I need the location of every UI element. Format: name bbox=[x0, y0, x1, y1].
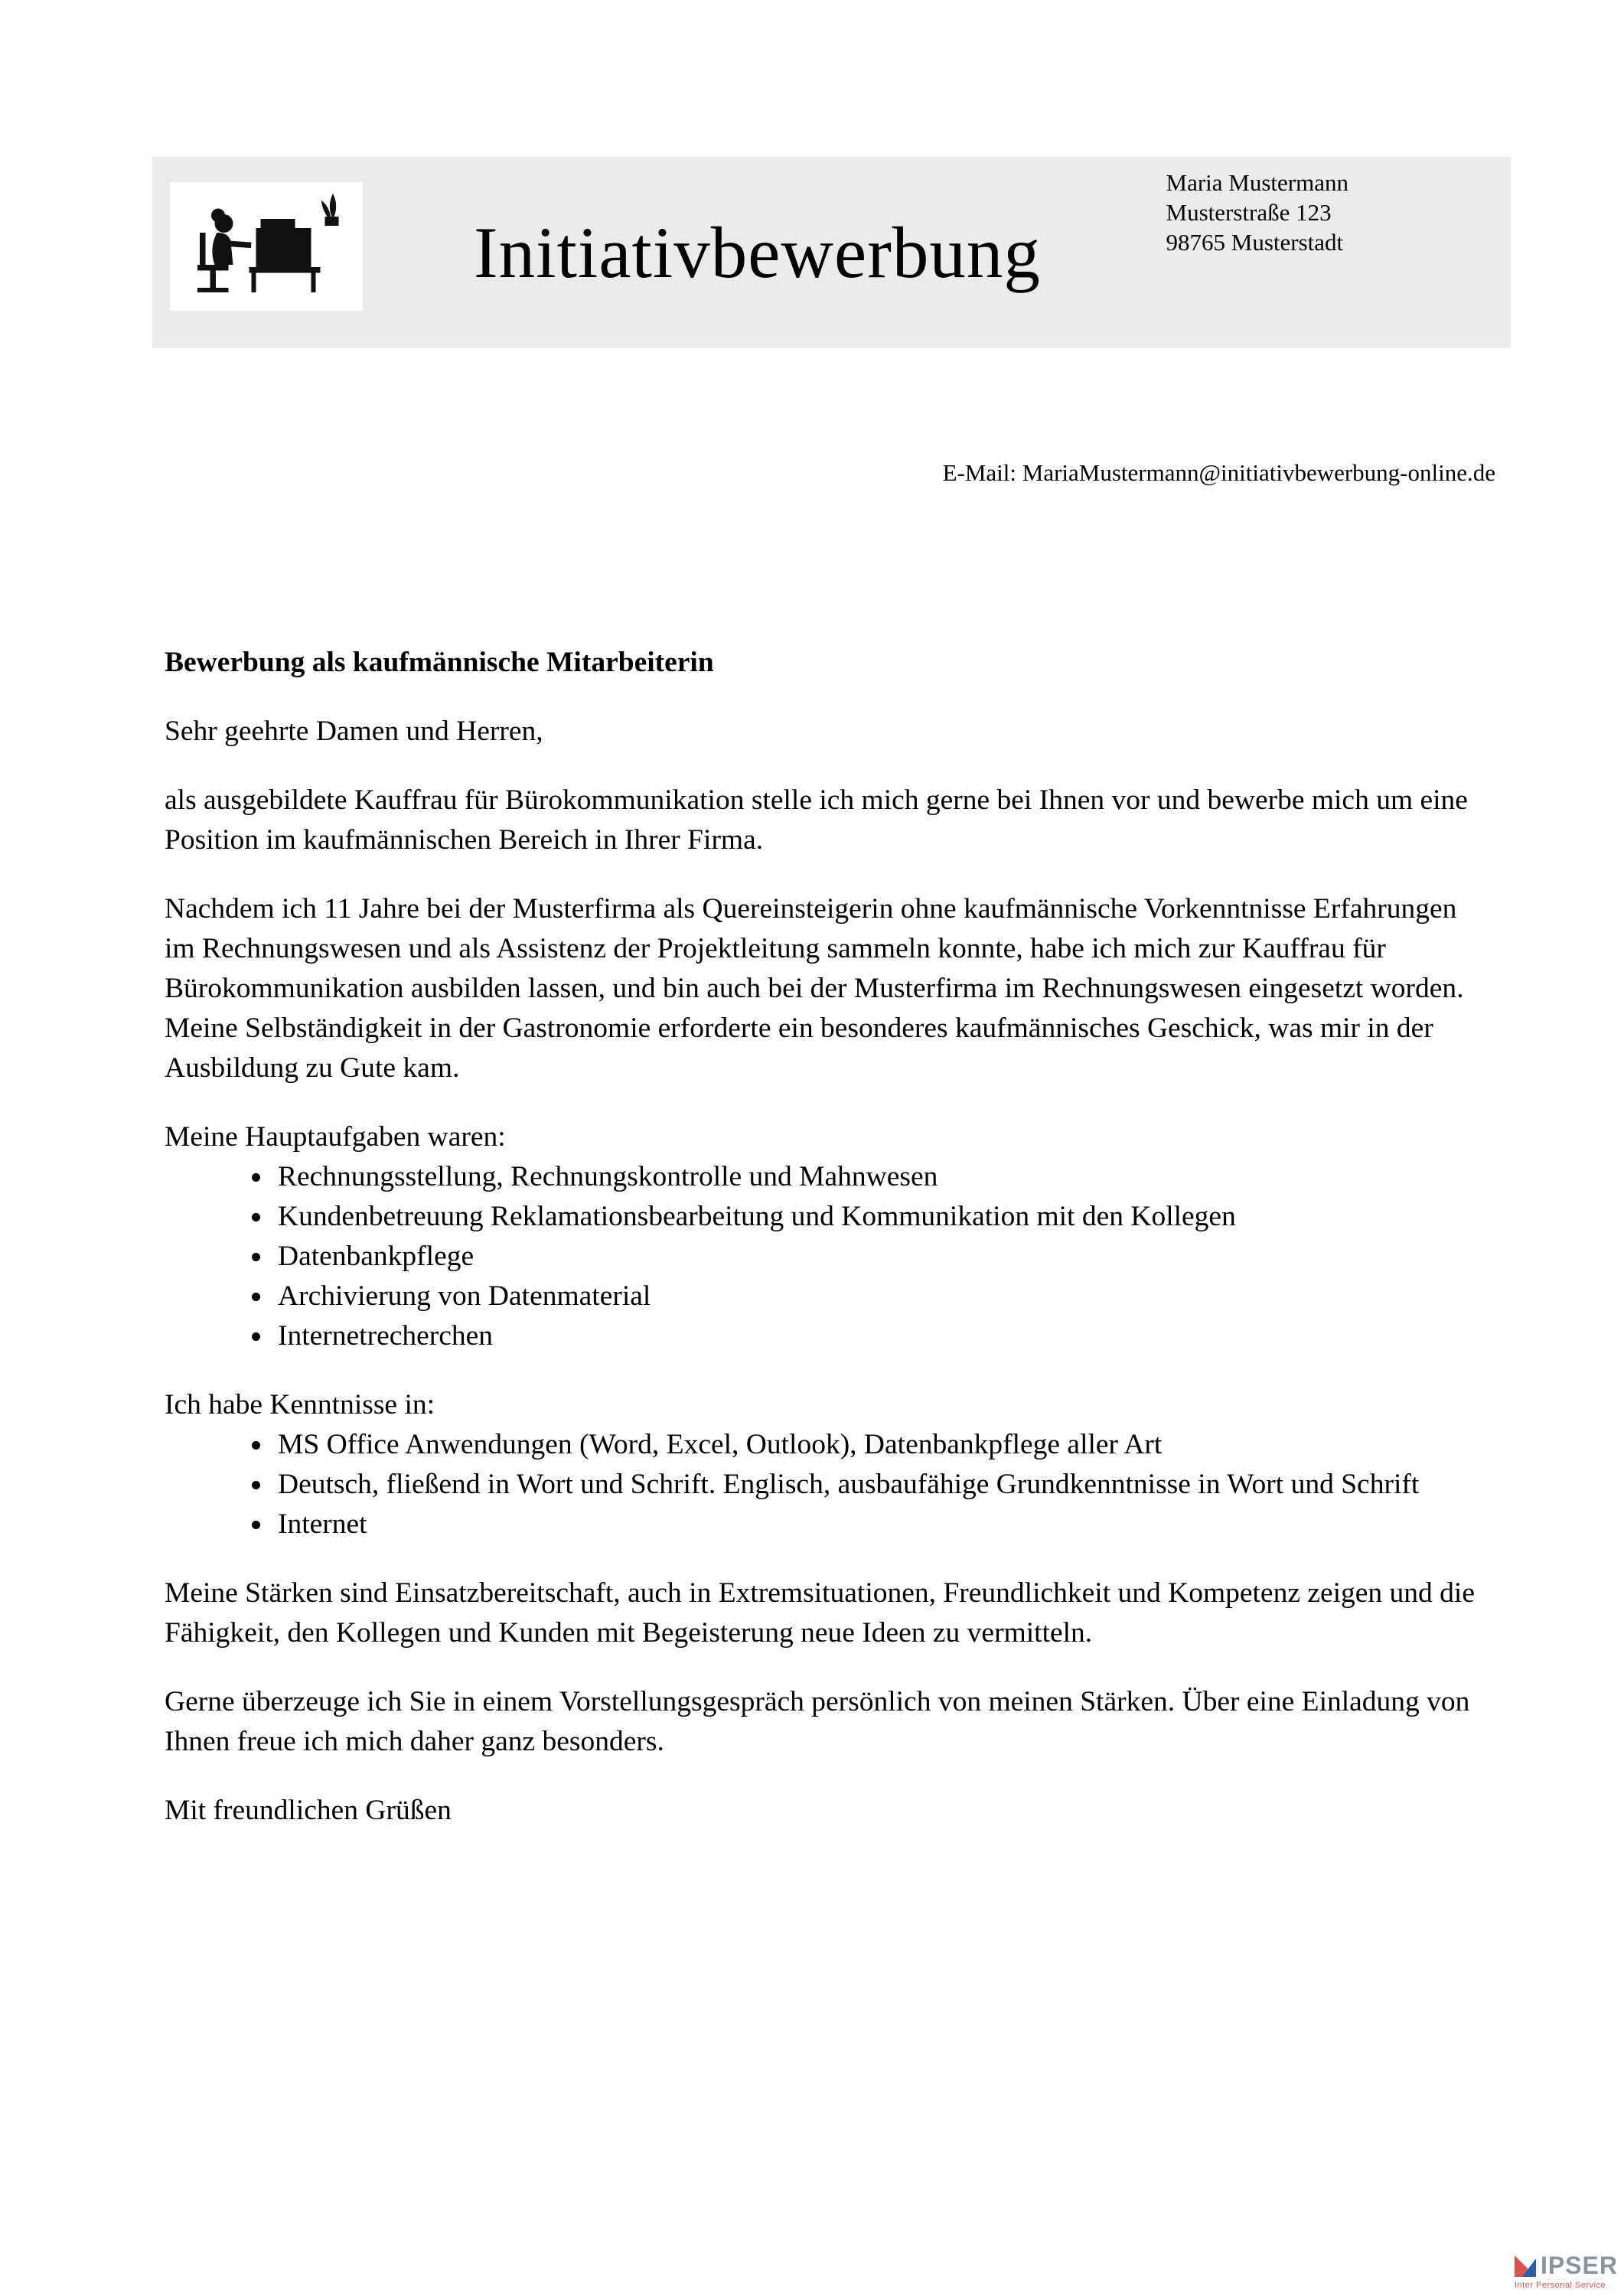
letterhead bbox=[152, 157, 1511, 348]
sender-address-line: Musterstraße 123 bbox=[1166, 199, 1332, 226]
email-line: E-Mail: MariaMustermann@initiativbewerbung-online.de bbox=[942, 459, 1495, 486]
watermark-logo-icon bbox=[1515, 2255, 1536, 2277]
skill-list-item: • MS Office Anwendungen (Word, Excel, Outlook), Datenbankpflege aller Art bbox=[273, 1425, 1490, 1465]
signoff: Mit freundlichen Grüßen bbox=[165, 1795, 452, 1826]
task-list-item: • Rechnungsstellung, Rechnungskontrolle und Mahnwesen bbox=[273, 1157, 1490, 1197]
task-list-item: • Internetrecherchen bbox=[273, 1316, 1490, 1356]
sender-address bbox=[1166, 168, 1348, 257]
logo bbox=[170, 182, 363, 311]
subject-line: Bewerbung als kaufmännische Mitarbeiterin bbox=[165, 647, 714, 678]
tasks-intro: Meine Hauptaufgaben waren: bbox=[165, 1121, 506, 1153]
skill-list-item: • Internet bbox=[273, 1505, 1490, 1544]
sender-address-line: 98765 Musterstadt bbox=[1166, 229, 1344, 256]
paragraph-intro: als ausgebildete Kauffrau für Bürokommunikation stelle ich mich gerne bei Ihnen vor und bewerbe mich um eine Position im kaufmännischen Bereich in Ihrer Firma. bbox=[165, 784, 1468, 856]
watermark bbox=[1515, 2252, 1618, 2290]
watermark-brand: IPSER bbox=[1540, 2252, 1618, 2279]
paragraph-experience: Nachdem ich 11 Jahre bei der Musterfirma als Quereinsteigerin ohne kaufmännische Vorkenntnisse Erfahrungen im Rechnungswesen und als Assistenz der Projektleitung sammeln konnte, habe ich mich zur Kauffrau für Bürokommunikation ausbilden lassen, und bin auch bei der Musterfirma im Rechnungswesen eingesetzt worden. Meine Selbständigkeit in der Gastronomie erforderte ein besonderes kaufmännisches Geschick, was mir in der Ausbildung zu Gute kam. bbox=[165, 893, 1464, 1084]
skill-list-item: • Deutsch, fließend in Wort und Schrift. Englisch, ausbaufähige Grundkenntnisse in Wort und Schrift bbox=[273, 1465, 1490, 1505]
letter-body bbox=[165, 643, 1490, 1860]
task-list-item: • Archivierung von Datenmaterial bbox=[273, 1277, 1490, 1316]
skills-list bbox=[165, 1425, 1490, 1544]
task-list-item: • Datenbankpflege bbox=[273, 1237, 1490, 1277]
tasks-list bbox=[165, 1157, 1490, 1356]
salutation: Sehr geehrte Damen und Herren, bbox=[165, 716, 543, 747]
paragraph-closing: Gerne überzeuge ich Sie in einem Vorstellungsgespräch persönlich von meinen Stärken. Über eine Einladung von Ihnen freue ich mich daher ganz besonders. bbox=[165, 1686, 1470, 1757]
watermark-tagline: Inter Personal Service bbox=[1514, 2281, 1606, 2290]
typist-silhouette-icon bbox=[178, 189, 354, 304]
paragraph-strengths: Meine Stärken sind Einsatzbereitschaft, auch in Extremsituationen, Freundlichkeit und Kompetenz zeigen und die Fähigkeit, den Kollegen und Kunden mit Begeisterung neue Ideen zu vermitteln. bbox=[165, 1577, 1475, 1649]
page-title: Initiativbewerbung bbox=[474, 212, 1041, 293]
skills-intro: Ich habe Kenntnisse in: bbox=[165, 1389, 435, 1420]
sender-address-line: Maria Mustermann bbox=[1166, 169, 1348, 196]
task-list-item: • Kundenbetreuung Reklamationsbearbeitung und Kommunikation mit den Kollegen bbox=[273, 1197, 1490, 1237]
